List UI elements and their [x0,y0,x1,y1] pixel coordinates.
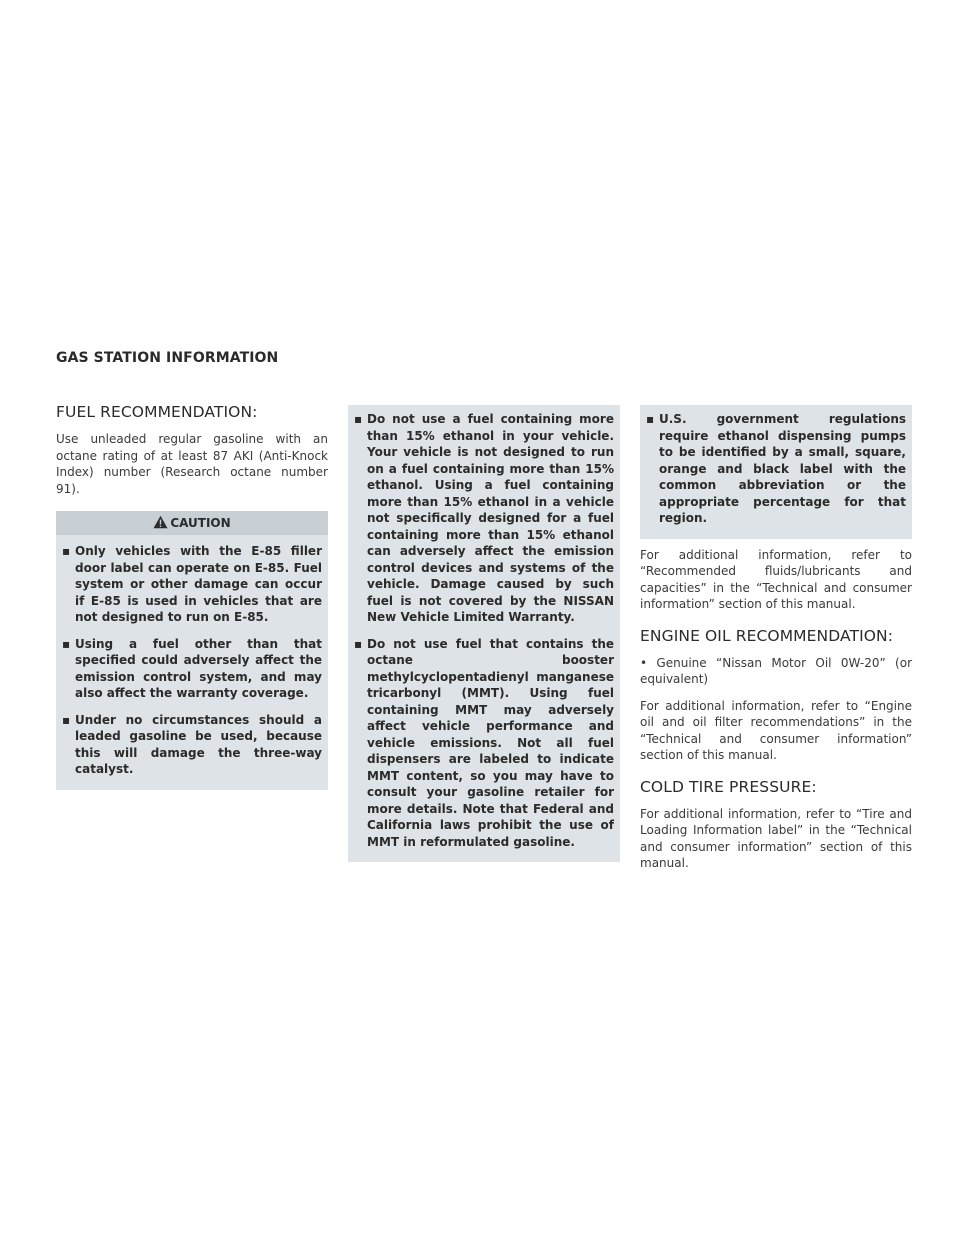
caution-label: CAUTION [170,516,231,530]
caution-item-text: Under no circumstances should a leaded gasoline be used, because this will damage the three-way catalyst. [75,712,322,776]
tire-heading: COLD TIRE PRESSURE: [640,777,817,796]
caution-item [354,411,614,626]
column-2 [348,405,620,862]
caution-box-continued [640,405,912,539]
caution-item-text: Only vehicles with the E-85 filler door label can operate on E-85. Fuel system or other damage can occur if E-85 is used in vehicles that are not designed to run on E-85. [75,544,322,624]
caution-list [56,535,328,790]
bullet: ▪ [62,712,71,727]
engine-oil-more-info: For additional information, refer to “Engine oil and oil filter recommendations” in the “Technical and consumer information” section of this manual. [640,698,912,762]
warning-triangle-icon [153,513,168,537]
fuel-more-info: For additional information, refer to “Recommended fluids/lubricants and capacities” in the “Technical and consumer information” section of this manual. [640,547,912,611]
fuel-intro: Use unleaded regular gasoline with an octane rating of at least 87 AKI (Anti-Knock Index) number (Research octane number 91). [56,432,328,496]
column-3 [640,405,912,882]
caution-list-col2 [348,405,620,862]
bullet: ▪ [62,636,71,651]
caution-header [56,511,328,535]
caution-item [646,411,906,527]
fuel-heading: FUEL RECOMMENDATION: [56,403,258,421]
engine-oil-heading: ENGINE OIL RECOMMENDATION: [640,626,894,645]
caution-item-text: Do not use fuel that contains the octane booster methylcyclopentadienyl manganese tricarbonyl (MMT). Using fuel containing MMT may adversely affect vehicle performance and vehicle emissions. Not all fuel dispensers are labeled to indicate MMT content, so you may have to consult your gasoline retailer for more details. Note that Federal and California laws prohibit the use of MMT in reformulated gasoline. [367,636,614,849]
bullet: ▪ [646,412,655,426]
caution-item-text: Do not use a fuel containing more than 15% ethanol in your vehicle. Your vehicle is not designed to run on a fuel containing more than 15% ethanol. Using a fuel containing more than 15% ethanol in a vehicle not specifically designed for a fuel containing more than 15% ethanol can adversely affect the emission control devices and systems of the vehicle. Damage caused by such fuel is not covered by the NISSAN New Vehicle Limited Warranty. [367,412,614,624]
column-1 [56,403,328,790]
caution-item [62,712,322,778]
bullet: ▪ [62,544,71,558]
caution-item [62,636,322,702]
section-title: GAS STATION INFORMATION [56,350,279,366]
caution-list-col3 [640,405,912,539]
tire-more-info: For additional information, refer to “Tire and Loading Information label” in the “Technical and consumer information” section of this manual. [640,806,912,870]
caution-box [56,511,328,790]
caution-item [354,636,614,851]
engine-oil-item: • Genuine “Nissan Motor Oil 0W-20” (or equivalent) [640,655,912,686]
caution-item [62,543,322,626]
caution-item-text: U.S. government regulations require ethanol dispensing pumps to be identified by a small, square, orange and black label with the common abbreviation or the appropriate percentage for that region. [659,412,906,525]
caution-box-continued [348,405,620,862]
caution-item-text: Using a fuel other than that specified could adversely affect the emission control system, and may also affect the warranty coverage. [75,636,322,700]
bullet: ▪ [354,636,363,651]
bullet: ▪ [354,412,363,426]
